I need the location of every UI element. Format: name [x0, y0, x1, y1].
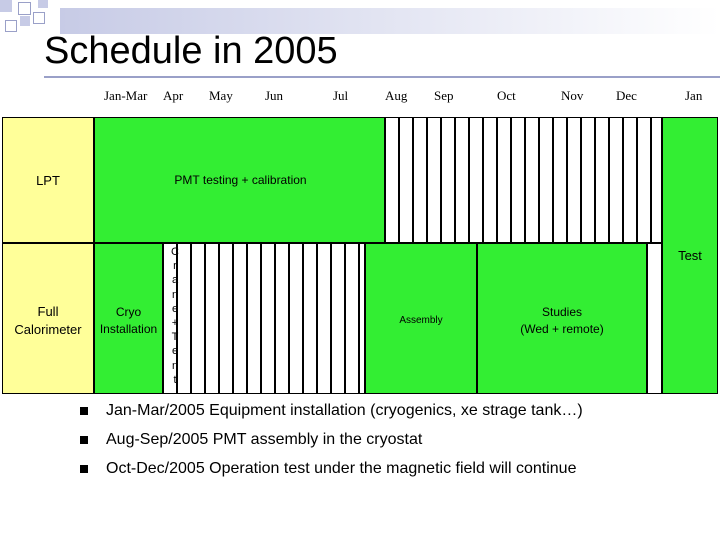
- week-cell: [219, 243, 233, 394]
- month-label: Jun: [265, 88, 284, 103]
- week-cell: [261, 243, 275, 394]
- lpt-label: LPT: [36, 173, 60, 188]
- studies-label-line2: (Wed + remote): [520, 322, 604, 336]
- month-label: Sep: [434, 88, 454, 103]
- week-cell: [385, 117, 399, 243]
- header-square-decoration: [33, 12, 45, 24]
- week-cell: [441, 117, 455, 243]
- month-label: May: [209, 88, 233, 103]
- month-label: Jul: [333, 88, 349, 103]
- bullet-square-icon: [80, 465, 88, 473]
- week-cell: [539, 117, 553, 243]
- page-title: Schedule in 2005: [44, 30, 338, 72]
- week-cell: [233, 243, 247, 394]
- month-label: Oct: [497, 88, 516, 103]
- month-label: Jan-Mar: [104, 88, 148, 103]
- week-cell: [427, 117, 441, 243]
- week-cell: [455, 117, 469, 243]
- month-label: Apr: [163, 88, 184, 103]
- week-cell: [345, 243, 359, 394]
- week-cell: [413, 117, 427, 243]
- week-cell: [595, 117, 609, 243]
- header-square-decoration: [18, 2, 31, 15]
- assembly-label: Assembly: [399, 315, 443, 326]
- bullet-square-icon: [80, 407, 88, 415]
- week-cell: [567, 117, 581, 243]
- bullet-text: Jan-Mar/2005 Equipment installation (cryogenics, xe strage tank…): [106, 402, 583, 419]
- week-cell: [497, 117, 511, 243]
- crane-tent-label: C r a n e + T e n t: [171, 246, 179, 386]
- week-cell: [331, 243, 345, 394]
- full-calorimeter-label-line2: Calorimeter: [14, 322, 82, 337]
- bullet-square-icon: [80, 436, 88, 444]
- week-cell: [289, 243, 303, 394]
- week-cell: [609, 117, 623, 243]
- studies-label-line1: Studies: [541, 305, 583, 319]
- header-square-decoration: [5, 20, 17, 32]
- month-label: Aug: [385, 88, 408, 103]
- week-cell: [191, 243, 205, 394]
- test-label: Test: [678, 248, 702, 263]
- cryo-installation-label-line1: Cryo: [115, 305, 142, 319]
- pmt-testing-label: PMT testing + calibration: [174, 173, 307, 187]
- header-square-decoration: [38, 0, 48, 8]
- week-cell: [553, 117, 567, 243]
- week-cell: [651, 117, 662, 243]
- week-cell: [511, 117, 525, 243]
- week-cell: [303, 243, 317, 394]
- week-cell: [247, 243, 261, 394]
- week-cell: [525, 117, 539, 243]
- month-label: Jan: [685, 88, 703, 103]
- month-label: Dec: [616, 88, 637, 103]
- month-label: Nov: [561, 88, 584, 103]
- week-cell: [317, 243, 331, 394]
- full-calorimeter-label-line1: Full: [37, 304, 59, 319]
- week-cell: [205, 243, 219, 394]
- bullet-text: Aug-Sep/2005 PMT assembly in the cryostat: [106, 431, 423, 448]
- week-cell: [483, 117, 497, 243]
- week-cell: [647, 243, 662, 394]
- header-square-decoration: [20, 16, 30, 26]
- bullet-text: Oct-Dec/2005 Operation test under the magnetic field will continue: [106, 460, 577, 477]
- week-cell: [275, 243, 289, 394]
- week-cell: [469, 117, 483, 243]
- week-cell: [399, 117, 413, 243]
- header-square-decoration: [0, 0, 12, 12]
- cryo-installation-label-line2: Installation: [99, 322, 158, 336]
- week-cell: [637, 117, 651, 243]
- week-cell: [623, 117, 637, 243]
- week-cell: [581, 117, 595, 243]
- title-underline: [44, 76, 720, 78]
